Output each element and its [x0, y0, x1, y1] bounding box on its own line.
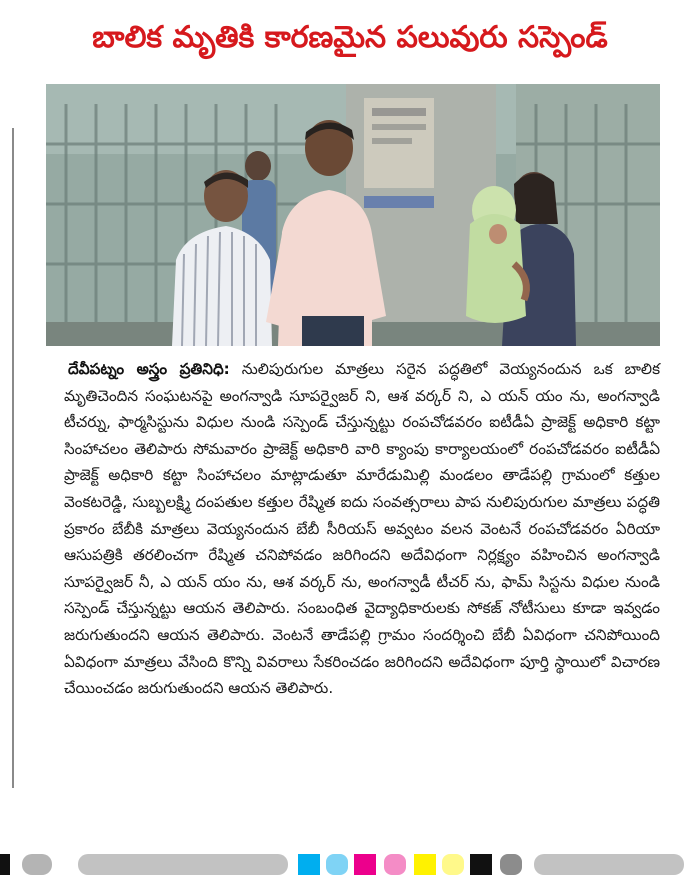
column-rule	[12, 128, 14, 788]
news-photo	[46, 84, 660, 346]
dateline: దేవీపట్నం అస్త్రం ప్రతినిధి:	[68, 360, 230, 378]
headline: బాలిక మృతికి కారణమైన పలువురు సస్పెండ్	[92, 20, 608, 55]
article-text: నులిపురుగుల మాత్రలు సరైన పద్ధతిలో వెయ్యనందున ఒక బాలిక మృతిచెందిన సంఘటనపై అంగన్వాడి సూపర్వైజర్ ని, ఆశ వర్కర్ ని, ఎ యన్ యం ను, అంగన్వాడి టీచర్ను, ఫార్మసిస్టును విధుల నుండి సస్పెండ్ చేస్తున్నట్టు రంపచోడవరం ఐటీడీఏ ప్రాజెక్ట్ అధికారి కట్టా సింహాచలం తెలిపారు సోమవారం ప్రాజెక్ట్ అధికారి వారి క్యాంపు కార్యాలయంలో రంపచోడవరం ఐటీడీఏ ప్రాజెక్ట్ అధికారి కట్టా సింహాచలం మాట్లాడుతూ మారేడుమిల్లి మండలం తాడేపల్లి గ్రామంలో కత్తుల వెంకటరెడ్డి, సుబ్బలక్ష్మి దంపతుల కత్తుల రేష్మిత ఐదు సంవత్సరాలు పాప నులిపురుగుల మాత్రలు పద్ధతి ప్రకారం బేబీకి మాత్రలు వెయ్యనందున బేబీ సీరియస్ అవ్వటం వలన వెంటనే రంపచోడవరం ఏరియా ఆసుపత్రికి తరలించగా రేష్మిత చనిపోవడం జరిగిందని అదేవిధంగా నిర్లక్ష్యం వహించిన అంగన్వాడి సూపర్వైజర్ నీ, ఎ యన్ యం ను, ఆశ వర్కర్ ను, అంగన్వాడీ టీచర్ ను, ఫామ్ సిస్టను విధుల నుండి సస్పెండ్ చేస్తున్నట్టు ఆయన తెలిపారు. సంబంధిత వైద్యాధికారులకు సోకజ్ నోటీసులు కూడా ఇవ్వడం జరుగుతుందని ఆయన తెలిపారు. వెంటనే తాడేపల్లి గ్రామం సందర్శించి బేబీ ఏవిధంగా చనిపోయింది ఏవిధంగా మాత్రలు వేసింది కొన్ని వివరాలు సేకరించడం జరిగిందని అదేవిధంగా పూర్తి స్థాయిలో విచారణ చేయించడం జరుగుతుందని ఆయన తెలిపారు.	[64, 360, 660, 698]
article-body	[64, 356, 660, 702]
registration-color-bar	[0, 848, 700, 875]
